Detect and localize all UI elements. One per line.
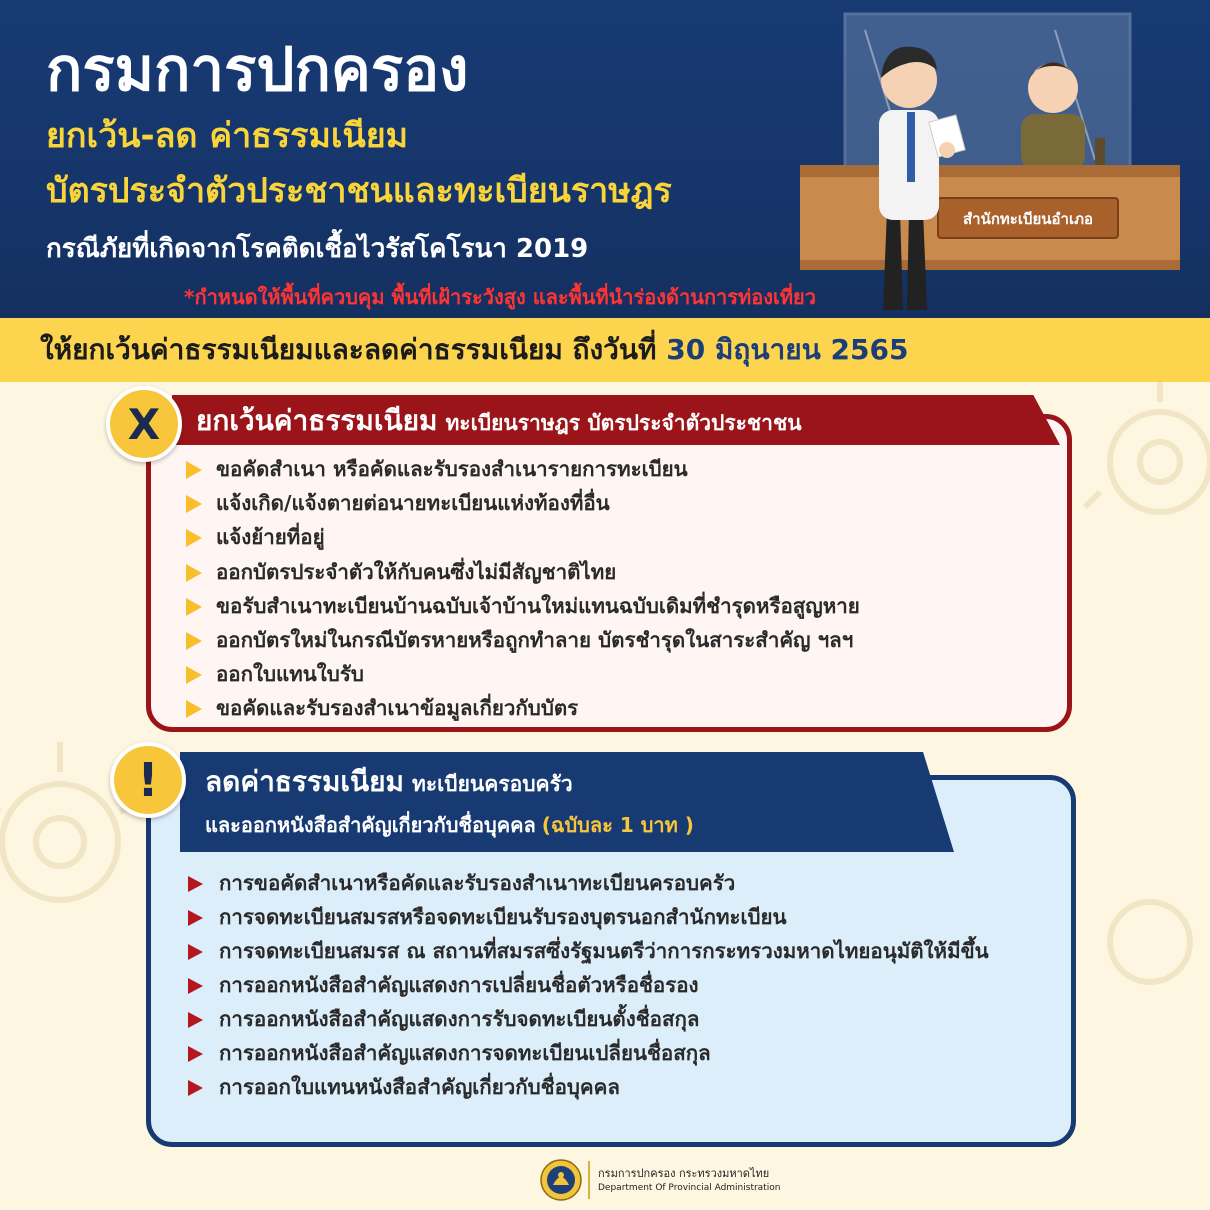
registration-office-illustration (795, 10, 1185, 310)
exempt-fees-heading (196, 398, 802, 448)
bullet-arrow-icon (188, 1080, 203, 1096)
bullet-arrow-icon (188, 1046, 203, 1062)
list-item: ออกบัตรใหม่ในกรณีบัตรหายหรือถูกทำลาย บัตรชำรุดในสาระสำคัญ ฯลฯ (186, 623, 860, 657)
footer-divider (588, 1161, 590, 1199)
footer (540, 1158, 780, 1202)
bullet-arrow-icon (186, 529, 202, 547)
list-item: ขอคัดสำเนา หรือคัดและรับรองสำเนารายการทะเบียน (186, 452, 860, 486)
footer-org (598, 1166, 780, 1195)
reduced-fees-heading (205, 758, 573, 810)
header (0, 0, 1210, 318)
bullet-arrow-icon (186, 495, 202, 513)
list-item: การออกหนังสือสำคัญแสดงการจดทะเบียนเปลี่ยนชื่อสกุล (188, 1036, 1068, 1070)
x-mark-icon: X (106, 386, 182, 462)
list-item: การออกใบแทนหนังสือสำคัญเกี่ยวกับชื่อบุคคล (188, 1070, 1068, 1104)
area-note: *กำหนดให้พื้นที่ควบคุม พื้นที่เฝ้าระวังสูง และพื้นที่นำร่องด้านการท่องเที่ยว (184, 285, 816, 309)
list-item: การจดทะเบียนสมรส ณ สถานที่สมรสซึ่งรัฐมนตรีว่าการกระทรวงมหาดไทยอนุมัติให้มีขึ้น (188, 934, 1068, 968)
reduced-fees-heading-line2 (205, 808, 694, 842)
reduced-fees-list (188, 866, 1068, 1104)
office-sign-label: สำนักทะเบียนอำเภอ (962, 210, 1094, 228)
department-seal-icon (540, 1159, 582, 1201)
list-item: ขอรับสำเนาทะเบียนบ้านฉบับเจ้าบ้านใหม่แทนฉบับเดิมที่ชำรุดหรือสูญหาย (186, 589, 860, 623)
subtitle-covid-case: กรณีภัยที่เกิดจากโรคติดเชื้อไวรัสโคโรนา 2019 (46, 234, 589, 264)
exempt-fees-subtitle: ทะเบียนราษฎร บัตรประจำตัวประชาชน (445, 411, 802, 435)
org-name-en: Department Of Provincial Administration (598, 1182, 781, 1193)
list-item: ออกบัตรประจำตัวให้กับคนซึ่งไม่มีสัญชาติไทย (186, 555, 860, 589)
banner-text (40, 328, 908, 372)
bullet-arrow-icon (186, 598, 202, 616)
exempt-fees-title: ยกเว้นค่าธรรมเนียม (196, 404, 438, 437)
reduced-fees-subtitle: ทะเบียนครอบครัว (412, 772, 573, 796)
subtitle-fee-exemption: ยกเว้น-ลด ค่าธรรมเนียม (46, 116, 409, 156)
bullet-arrow-icon (186, 461, 202, 479)
reduced-fees-title: ลดค่าธรรมเนียม (205, 765, 404, 798)
fee-amount: (ฉบับละ 1 บาท ) (541, 813, 694, 837)
bullet-arrow-icon (188, 978, 203, 994)
reduced-fees-scope: และออกหนังสือสำคัญเกี่ยวกับชื่อบุคคล (205, 813, 536, 837)
list-item: แจ้งย้ายที่อยู่ (186, 520, 860, 554)
bullet-arrow-icon (186, 700, 202, 718)
bullet-arrow-icon (186, 564, 202, 582)
list-item: การออกหนังสือสำคัญแสดงการเปลี่ยนชื่อตัวหรือชื่อรอง (188, 968, 1068, 1002)
bullet-arrow-icon (188, 910, 203, 926)
list-item: การออกหนังสือสำคัญแสดงการรับจดทะเบียนตั้งชื่อสกุล (188, 1002, 1068, 1036)
page-title: กรมการปกครอง (46, 35, 469, 105)
list-item: ขอคัดและรับรองสำเนาข้อมูลเกี่ยวกับบัตร (186, 691, 860, 725)
org-name-th: กรมการปกครอง กระทรวงมหาดไทย (598, 1166, 770, 1180)
list-item: ออกใบแทนใบรับ (186, 657, 860, 691)
exclamation-icon: ! (110, 742, 186, 818)
subtitle-id-card-registration: บัตรประจำตัวประชาชนและทะเบียนราษฎร (46, 171, 672, 211)
list-item: การขอคัดสำเนาหรือคัดและรับรองสำเนาทะเบียนครอบครัว (188, 866, 1068, 900)
bullet-arrow-icon (188, 876, 203, 892)
deadline-date: 30 มิถุนายน 2565 (666, 333, 909, 366)
bullet-arrow-icon (188, 1012, 203, 1028)
bullet-arrow-icon (186, 632, 202, 650)
exempt-fees-list (186, 452, 860, 726)
bullet-arrow-icon (186, 666, 202, 684)
list-item: แจ้งเกิด/แจ้งตายต่อนายทะเบียนแห่งท้องที่อื่น (186, 486, 860, 520)
bullet-arrow-icon (188, 944, 203, 960)
deadline-banner (0, 318, 1210, 382)
list-item: การจดทะเบียนสมรสหรือจดทะเบียนรับรองบุตรนอกสำนักทะเบียน (188, 900, 1068, 934)
banner-label: ให้ยกเว้นค่าธรรมเนียมและลดค่าธรรมเนียม ถึงวันที่ (40, 333, 667, 366)
